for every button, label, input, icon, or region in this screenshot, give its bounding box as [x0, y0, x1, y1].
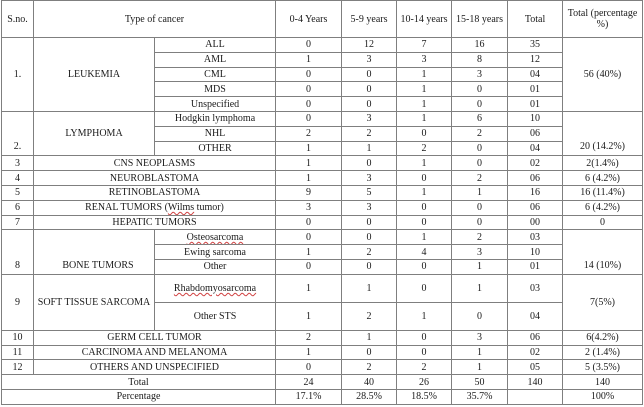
value-cell: 0	[397, 200, 452, 215]
value-cell: 1	[342, 274, 397, 302]
subtype-name: CML	[155, 67, 276, 82]
value-cell: 2	[276, 330, 342, 345]
percentage-cell: 140	[563, 375, 643, 390]
percentage-cell: 100%	[563, 389, 643, 404]
table-row	[2, 330, 643, 345]
value-cell: 1	[276, 302, 342, 330]
table-row	[2, 230, 643, 245]
value-cell: 1	[452, 259, 508, 274]
value-cell: 2	[397, 141, 452, 156]
value-cell: 1	[342, 141, 397, 156]
value-cell: 16	[452, 38, 508, 53]
value-cell: 0	[342, 230, 397, 245]
value-cell: 12	[342, 38, 397, 53]
value-cell: 0	[342, 345, 397, 360]
value-cell: 35.7%	[452, 389, 508, 404]
value-cell: 7	[397, 38, 452, 53]
sno-cell: 1.	[2, 38, 34, 112]
value-cell: 2	[452, 126, 508, 141]
sno-cell: 2.	[2, 111, 34, 155]
value-cell: 3	[452, 245, 508, 260]
total-cell: 01	[508, 259, 563, 274]
value-cell: 2	[452, 171, 508, 186]
header-age-5-9: 5-9 years	[342, 1, 397, 38]
value-cell: 0	[452, 97, 508, 112]
table-row	[2, 215, 643, 230]
cancer-group-name: SOFT TISSUE SARCOMA	[34, 274, 155, 330]
value-cell: 0	[276, 230, 342, 245]
value-cell: 1	[342, 330, 397, 345]
sno-cell: 9	[2, 274, 34, 330]
percentage-label: Percentage	[2, 389, 276, 404]
total-cell: 140	[508, 375, 563, 390]
total-cell: 00	[508, 215, 563, 230]
total-cell: 10	[508, 111, 563, 126]
value-cell: 2	[342, 245, 397, 260]
cancer-name-part: RENAL TUMORS (	[85, 202, 168, 214]
value-cell: 0	[276, 82, 342, 97]
total-cell: 10	[508, 245, 563, 260]
value-cell: 50	[452, 375, 508, 390]
cancer-name: CNS NEOPLASMS	[34, 156, 276, 171]
total-cell: 06	[508, 330, 563, 345]
value-cell: 1	[276, 52, 342, 67]
header-type: Type of cancer	[34, 1, 276, 38]
value-cell: 1	[452, 185, 508, 200]
total-cell: 35	[508, 38, 563, 53]
total-cell: 01	[508, 97, 563, 112]
total-cell: 06	[508, 171, 563, 186]
value-cell: 0	[342, 156, 397, 171]
sno-cell: 11	[2, 345, 34, 360]
value-cell: 1	[276, 345, 342, 360]
value-cell: 1	[276, 141, 342, 156]
value-cell: 2	[342, 360, 397, 375]
value-cell: 3	[452, 330, 508, 345]
cancer-name-part: tumor)	[194, 202, 224, 214]
total-row	[2, 375, 643, 390]
sno-cell: 12	[2, 360, 34, 375]
subtype-name: Other	[155, 259, 276, 274]
table-row	[2, 185, 643, 200]
total-cell: 04	[508, 302, 563, 330]
value-cell: 26	[397, 375, 452, 390]
percentage-cell: 16 (11.4%)	[563, 185, 643, 200]
value-cell: 17.1%	[276, 389, 342, 404]
sno-cell: 3	[2, 156, 34, 171]
value-cell: 0	[452, 82, 508, 97]
value-cell: 0	[276, 38, 342, 53]
value-cell: 0	[397, 171, 452, 186]
percentage-row	[2, 389, 643, 404]
subtype-name: Osteosarcoma	[155, 230, 276, 245]
total-cell: 04	[508, 67, 563, 82]
value-cell: 3	[452, 67, 508, 82]
total-cell: 02	[508, 156, 563, 171]
header-sno: S.no.	[2, 1, 34, 38]
subtype-name: Rhabdomyosarcoma	[155, 274, 276, 302]
value-cell: 1	[397, 111, 452, 126]
value-cell: 0	[276, 97, 342, 112]
total-cell: 04	[508, 141, 563, 156]
table-row	[2, 156, 643, 171]
value-cell: 0	[397, 259, 452, 274]
value-cell: 0	[452, 302, 508, 330]
cancer-name-part: Wilms	[167, 202, 195, 214]
cancer-name: OTHERS AND UNSPECIFIED	[34, 360, 276, 375]
percentage-cell: 6(4.2%)	[563, 330, 643, 345]
value-cell: 1	[397, 156, 452, 171]
total-cell: 06	[508, 126, 563, 141]
total-cell: 06	[508, 200, 563, 215]
total-cell: 03	[508, 230, 563, 245]
value-cell: 0	[397, 215, 452, 230]
value-cell: 0	[342, 67, 397, 82]
percentage-cell: 7(5%)	[563, 274, 643, 330]
value-cell: 0	[342, 97, 397, 112]
total-cell	[508, 389, 563, 404]
value-cell: 0	[276, 215, 342, 230]
value-cell: 0	[342, 215, 397, 230]
value-cell: 1	[276, 171, 342, 186]
value-cell: 1	[397, 302, 452, 330]
value-cell: 1	[397, 67, 452, 82]
value-cell: 3	[342, 52, 397, 67]
header-percentage: Total (percentage %)	[563, 1, 643, 38]
percentage-cell: 56 (40%)	[563, 38, 643, 112]
sno-cell: 8	[2, 230, 34, 274]
cancer-name: CARCINOMA AND MELANOMA	[34, 345, 276, 360]
total-cell: 12	[508, 52, 563, 67]
value-cell: 3	[276, 200, 342, 215]
sno-cell: 4	[2, 171, 34, 186]
value-cell: 2	[342, 302, 397, 330]
subtype-name: Ewing sarcoma	[155, 245, 276, 260]
subtype-name: AML	[155, 52, 276, 67]
value-cell: 1	[397, 230, 452, 245]
value-cell: 3	[342, 200, 397, 215]
value-cell: 3	[342, 171, 397, 186]
table-row	[2, 38, 643, 53]
subtype-name: MDS	[155, 82, 276, 97]
percentage-cell: 20 (14.2%)	[563, 111, 643, 155]
value-cell: 3	[342, 111, 397, 126]
subtype-name: OTHER	[155, 141, 276, 156]
table-row	[2, 111, 643, 126]
value-cell: 9	[276, 185, 342, 200]
cancer-name: GERM CELL TUMOR	[34, 330, 276, 345]
value-cell: 0	[452, 200, 508, 215]
value-cell: 40	[342, 375, 397, 390]
value-cell: 0	[342, 259, 397, 274]
cancer-group-name: BONE TUMORS	[34, 230, 155, 274]
value-cell: 0	[276, 259, 342, 274]
value-cell: 0	[342, 82, 397, 97]
cancer-group-name: LYMPHOMA	[34, 111, 155, 155]
header-age-10-14: 10-14 years	[397, 1, 452, 38]
value-cell: 0	[397, 126, 452, 141]
value-cell: 1	[452, 345, 508, 360]
total-cell: 16	[508, 185, 563, 200]
table-row	[2, 200, 643, 215]
cancer-name: RETINOBLASTOMA	[34, 185, 276, 200]
table-row	[2, 274, 643, 302]
table-row	[2, 345, 643, 360]
header-row	[2, 1, 643, 38]
cancer-group-name: LEUKEMIA	[34, 38, 155, 112]
value-cell: 8	[452, 52, 508, 67]
value-cell: 1	[452, 274, 508, 302]
cancer-name: NEUROBLASTOMA	[34, 171, 276, 186]
value-cell: 0	[276, 360, 342, 375]
percentage-cell: 0	[563, 215, 643, 230]
value-cell: 2	[276, 126, 342, 141]
total-cell: 05	[508, 360, 563, 375]
header-age-15-18: 15-18 years	[452, 1, 508, 38]
value-cell: 2	[397, 360, 452, 375]
value-cell: 0	[276, 67, 342, 82]
subtype-name: NHL	[155, 126, 276, 141]
total-cell: 03	[508, 274, 563, 302]
value-cell: 1	[397, 82, 452, 97]
value-cell: 0	[452, 141, 508, 156]
percentage-cell: 6 (4.2%)	[563, 200, 643, 215]
value-cell: 1	[276, 156, 342, 171]
header-age-0-4: 0-4 Years	[276, 1, 342, 38]
value-cell: 3	[397, 52, 452, 67]
sno-cell: 6	[2, 200, 34, 215]
percentage-cell: 5 (3.5%)	[563, 360, 643, 375]
percentage-cell: 14 (10%)	[563, 230, 643, 274]
value-cell: 5	[342, 185, 397, 200]
table-row	[2, 360, 643, 375]
value-cell: 1	[397, 97, 452, 112]
sno-cell: 5	[2, 185, 34, 200]
value-cell: 0	[397, 345, 452, 360]
total-label: Total	[2, 375, 276, 390]
cancer-name: HEPATIC TUMORS	[34, 215, 276, 230]
sno-cell: 10	[2, 330, 34, 345]
percentage-cell: 6 (4.2%)	[563, 171, 643, 186]
table-row	[2, 171, 643, 186]
total-cell: 02	[508, 345, 563, 360]
value-cell: 2	[342, 126, 397, 141]
value-cell: 0	[397, 330, 452, 345]
value-cell: 18.5%	[397, 389, 452, 404]
cancer-table	[1, 0, 643, 405]
value-cell: 1	[276, 245, 342, 260]
value-cell: 0	[397, 274, 452, 302]
percentage-cell: 2 (1.4%)	[563, 345, 643, 360]
value-cell: 1	[452, 360, 508, 375]
total-cell: 01	[508, 82, 563, 97]
value-cell: 4	[397, 245, 452, 260]
subtype-name: Other STS	[155, 302, 276, 330]
value-cell: 2	[452, 230, 508, 245]
value-cell: 0	[452, 156, 508, 171]
percentage-cell: 2(1.4%)	[563, 156, 643, 171]
value-cell: 1	[276, 274, 342, 302]
value-cell: 0	[276, 111, 342, 126]
value-cell: 28.5%	[342, 389, 397, 404]
subtype-name: ALL	[155, 38, 276, 53]
sno-cell: 7	[2, 215, 34, 230]
cancer-name	[34, 200, 276, 215]
subtype-name: Hodgkin lymphoma	[155, 111, 276, 126]
value-cell: 0	[452, 215, 508, 230]
value-cell: 24	[276, 375, 342, 390]
value-cell: 1	[397, 185, 452, 200]
value-cell: 6	[452, 111, 508, 126]
subtype-name: Unspecified	[155, 97, 276, 112]
header-total: Total	[508, 1, 563, 38]
